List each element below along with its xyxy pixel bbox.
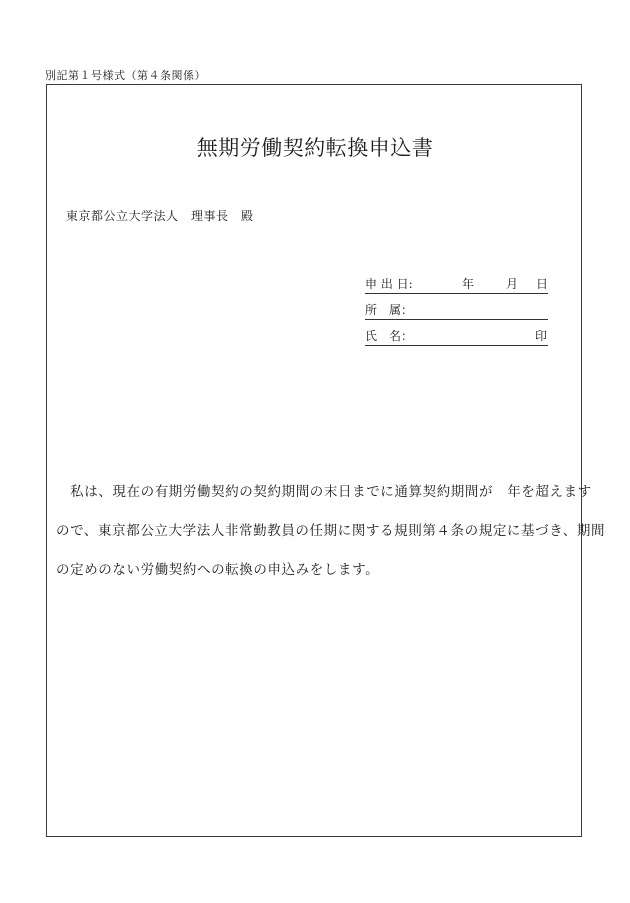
form-number-label: 別記第１号様式（第４条関係）: [45, 69, 206, 82]
application-date-label: 申 出 日:: [365, 277, 413, 291]
year-label: 年: [462, 277, 475, 291]
seal-mark: 印: [535, 329, 548, 343]
affiliation-label: 所 属：: [365, 303, 414, 317]
body-text-line-3: の定めのない労働契約への転換の申込みをします。: [56, 562, 380, 578]
name-label: 氏 名：: [365, 329, 414, 343]
form-frame: [46, 84, 582, 837]
body-text-line-2: ので、東京都公立大学法人非常勤教員の任期に関する規則第４条の規定に基づき、期間: [56, 523, 606, 539]
month-label: 月: [506, 277, 519, 291]
addressee: 東京都公立大学法人 理事長 殿: [66, 209, 254, 223]
name-field[interactable]: [365, 328, 548, 346]
affiliation-field[interactable]: [365, 302, 548, 320]
body-text-line-1: 私は、現在の有期労働契約の契約期間の末日までに通算契約期間が 年を超えます: [56, 484, 592, 500]
day-label: 日: [536, 277, 549, 291]
application-date-field[interactable]: [365, 276, 548, 294]
document-title: 無期労働契約転換申込書: [196, 136, 434, 160]
